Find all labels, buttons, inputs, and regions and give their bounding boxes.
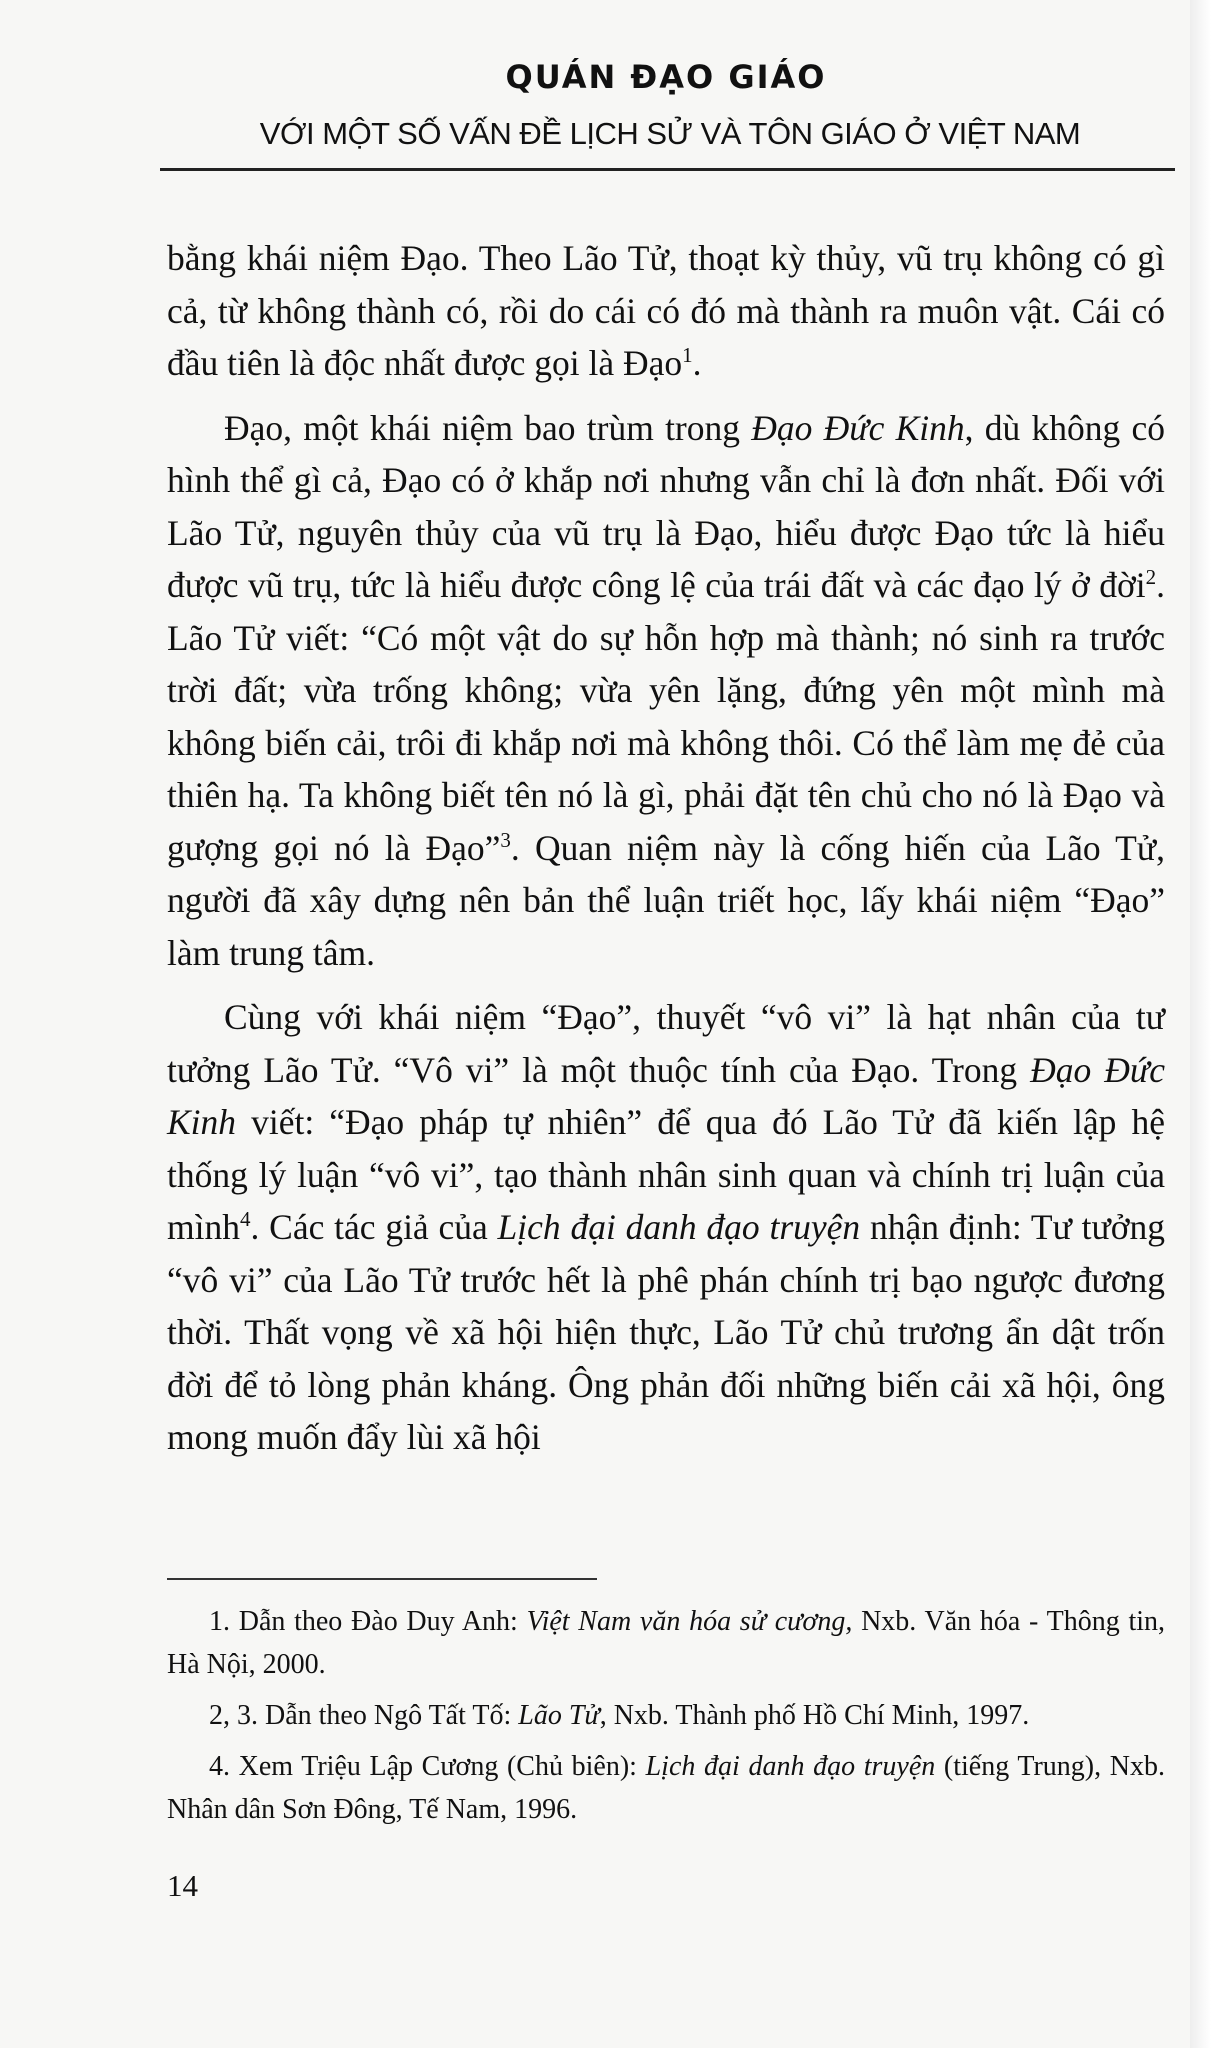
paragraph-text: , dù không có hình thể gì cả, Đạo có ở khắp nơi nhưng vẫn chỉ là đơn nhất. Đối với Lão Tử, nguyên thủy của vũ trụ là Đạo, hiểu được Đạo tức là hiểu được vũ trụ, tức là hiểu được công lệ của trái đất và các đạo lý ở đời bbox=[167, 407, 1165, 605]
italic-title: Lịch đại danh đạo truyện bbox=[645, 1751, 936, 1782]
footnote-text: 4. Xem Triệu Lập Cương (Chủ biên): bbox=[209, 1751, 646, 1782]
paragraph-text: . Lão Tử viết: “Có một vật do sự hỗn hợp mà thành; nó sinh ra trước trời đất; vừa trống không; vừa yên lặng, đứng yên một mình mà không biến cải, trôi đi khắp nơi mà không thôi. Có thể làm mẹ đẻ của thiên hạ. Ta không biết tên nó là gì, phải đặt tên chủ cho nó là Đạo và gượng gọi nó là Đạo” bbox=[167, 565, 1165, 868]
italic-title: Đạo Đức Kinh bbox=[167, 1049, 1165, 1142]
paragraph-text: . Quan niệm này là cống hiến của Lão Tử, người đã xây dựng nên bản thể luận triết học, lấy khái niệm “Đạo” làm trung tâm. bbox=[167, 827, 1165, 973]
footnote-ref-2: 2 bbox=[1145, 565, 1157, 590]
footnote-text: 1. Dẫn theo Đào Duy Anh: bbox=[209, 1606, 527, 1637]
paragraph-text: Cùng với khái niệm “Đạo”, thuyết “vô vi” là hạt nhân của tư tưởng Lão Tử. “Vô vi” là một thuộc tính của Đạo. Trong bbox=[167, 997, 1165, 1090]
paragraph-text: nhận định: Tư tưởng “vô vi” của Lão Tử trước hết là phê phán chính trị bạo ngược đương thời. Thất vọng về xã hội hiện thực, Lão Tử chủ trương ẩn dật trốn đời để tỏ lòng phản kháng. Ông phản đối những biến cải xã hội, ông mong muốn đẩy lùi xã hội bbox=[167, 1207, 1165, 1457]
paragraph-text: . bbox=[692, 343, 702, 383]
footnote-text: (tiếng Trung), Nxb. Nhân dân Sơn Đông, Tế Nam, 1996. bbox=[167, 1751, 1165, 1825]
page-number: 14 bbox=[167, 1868, 198, 1903]
paragraph-text: Đạo, một khái niệm bao trùm trong bbox=[224, 407, 752, 448]
footnote-3 bbox=[167, 1745, 1165, 1831]
italic-title: Lão Tử bbox=[518, 1700, 600, 1731]
footnote-ref-3: 3 bbox=[500, 827, 511, 852]
footnote-1 bbox=[167, 1600, 1165, 1686]
paragraph-1 bbox=[167, 232, 1165, 390]
page-edge bbox=[1190, 0, 1211, 2048]
footnotes bbox=[167, 1600, 1165, 1839]
footnote-text: Nxb. Văn hóa - Thông tin, Hà Nội, 2000. bbox=[167, 1606, 1165, 1680]
header-rule bbox=[160, 168, 1175, 171]
footnote-text: 2, 3. Dẫn theo Ngô Tất Tố: bbox=[209, 1700, 519, 1731]
paragraph-text: . Các tác giả của bbox=[250, 1207, 498, 1247]
running-head bbox=[160, 58, 1180, 152]
paragraph-text: bằng khái niệm Đạo. Theo Lão Tử, thoạt kỳ thủy, vũ trụ không có gì cả, từ không thành có, rồi do cái có đó mà thành ra muôn vật. Cái có đầu tiên là độc nhất được gọi là Đạo bbox=[167, 238, 1165, 383]
italic-title: Việt Nam văn hóa sử cương, bbox=[526, 1606, 853, 1637]
footnote-2 bbox=[167, 1694, 1165, 1737]
footnote-text: , Nxb. Thành phố Hồ Chí Minh, 1997. bbox=[599, 1700, 1030, 1731]
body-text bbox=[167, 232, 1165, 1476]
footnote-rule bbox=[167, 1578, 597, 1580]
paragraph-2 bbox=[167, 402, 1165, 980]
footnote-ref-1: 1 bbox=[682, 343, 693, 368]
footnote-ref-4: 4 bbox=[239, 1207, 251, 1232]
italic-title: Đạo Đức Kinh bbox=[751, 407, 965, 448]
paragraph-text: viết: “Đạo pháp tự nhiên” để qua đó Lão Tử đã kiến lập hệ thống lý luận “vô vi”, tạo thành nhân sinh quan và chính trị luận của mình bbox=[167, 1102, 1165, 1247]
book-title: QUÁN ĐẠO GIÁO bbox=[505, 58, 827, 96]
italic-title: Lịch đại danh đạo truyện bbox=[497, 1207, 861, 1247]
book-subtitle: VỚI MỘT SỐ VẤN ĐỀ LỊCH SỬ VÀ TÔN GIÁO Ở VIỆT NAM bbox=[259, 116, 1081, 151]
paragraph-3 bbox=[167, 991, 1165, 1464]
